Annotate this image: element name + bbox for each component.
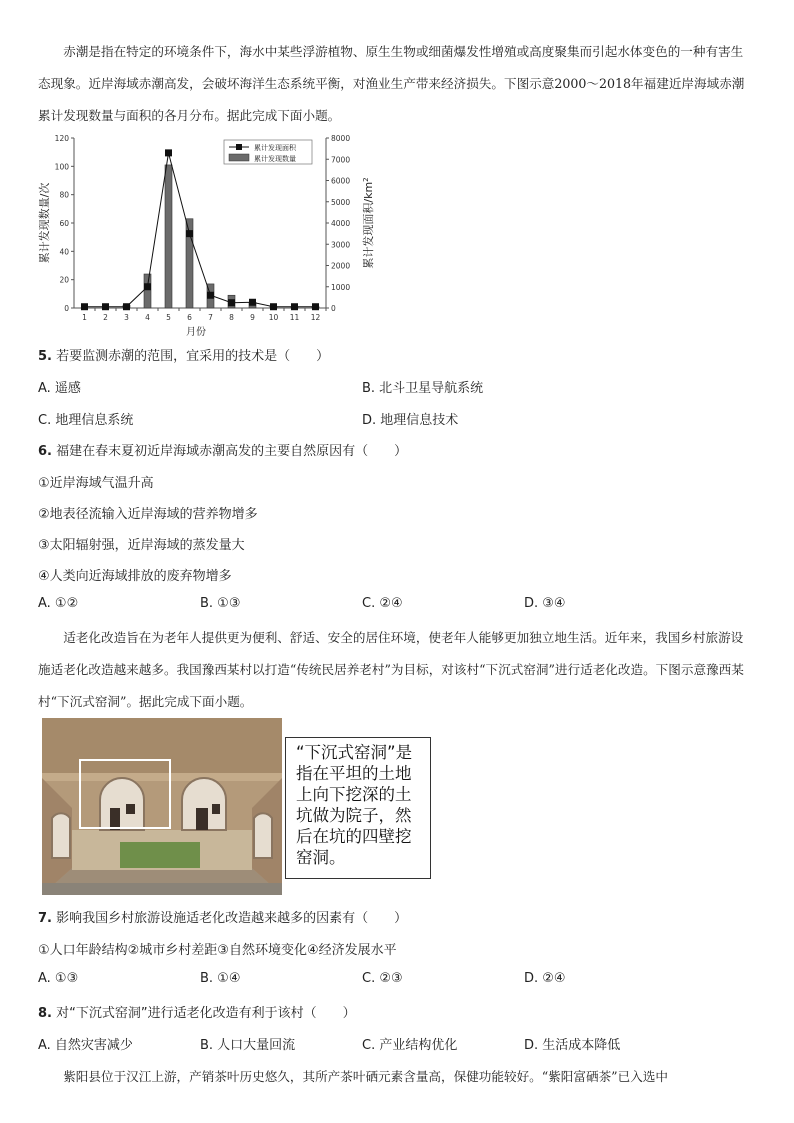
- point-area-4: [144, 283, 151, 290]
- point-area-3: [123, 303, 130, 310]
- q6-option-c[interactable]: C. ②④: [362, 596, 403, 611]
- legend-line-marker: [236, 144, 242, 150]
- question-5: 5. 若要监测赤潮的范围，宜采用的技术是（ ）: [38, 349, 330, 364]
- q7-option-b[interactable]: B. ①④: [200, 971, 241, 986]
- q5-option-d[interactable]: D. 地理信息技术: [362, 413, 459, 428]
- x-tick-label: 9: [250, 313, 255, 322]
- point-area-2: [102, 303, 109, 310]
- question-8: 8. 对“下沉式窑洞”进行适老化改造有利于该村（ ）: [38, 1006, 356, 1021]
- line-area: [85, 153, 316, 307]
- point-area-11: [291, 303, 298, 310]
- q8-option-b[interactable]: B. 人口大量回流: [200, 1038, 296, 1053]
- x-tick-label: 1: [82, 313, 87, 322]
- right-tick-label: 6000: [331, 176, 351, 186]
- yaodong-callout: “下沉式窑洞”是指在平坦的土地上向下挖深的土坑做为院子，然后在坑的四壁挖窑洞。: [285, 737, 431, 879]
- point-area-8: [228, 299, 235, 306]
- right-axis-label: 累计发现面积$/km^2$: [362, 177, 375, 269]
- intro-paragraph-redtide: 赤潮是指在特定的环境条件下，海水中某些浮游植物、原生生物或细菌爆发性增殖或高度聚集而引起水体变色的一种有害生态现象。近岸海域赤潮高发，会破坏海洋生态系统平衡，对渔业生产带来经济损失。下图示意2000～2018年福建近岸海域赤潮累计发现数量与面积的各月分布。据此完成下面小题。: [38, 44, 745, 123]
- left-tick-label: 100: [54, 162, 69, 172]
- x-tick-label: 7: [208, 313, 213, 322]
- point-area-10: [270, 303, 277, 310]
- left-tick-label: 120: [54, 134, 69, 143]
- x-tick-label: 8: [229, 313, 234, 322]
- x-tick-label: 5: [166, 313, 171, 322]
- bar-count-4: [144, 274, 151, 308]
- x-tick-label: 3: [124, 313, 129, 322]
- left-tick-label: 80: [59, 190, 69, 200]
- left-tick-label: 20: [59, 275, 69, 285]
- q7-items: ①人口年龄结构②城市乡村差距③自然环境变化④经济发展水平: [38, 943, 397, 958]
- right-tick-label: 3000: [331, 240, 351, 250]
- legend-label-count: 累计发现数量: [254, 155, 296, 163]
- point-area-1: [81, 303, 88, 310]
- question-7: 7. 影响我国乡村旅游设施适老化改造越来越多的因素有（ ）: [38, 911, 408, 926]
- redtide-chart: [30, 128, 380, 340]
- point-area-5: [165, 149, 172, 156]
- q6-option-d[interactable]: D. ③④: [524, 596, 566, 611]
- x-tick-label: 2: [103, 313, 108, 322]
- legend-bar-swatch: [229, 154, 249, 161]
- left-tick-label: 60: [59, 219, 69, 228]
- point-area-6: [186, 230, 193, 237]
- intro-paragraph-yaodong: 适老化改造旨在为老年人提供更为便利、舒适、安全的居住环境，使老年人能够更加独立地生活。近年来，我国乡村旅游设施适老化改造越来越多。我国豫西某村以打造“传统民居养老村”为目标，对该村“下沉式窑洞”进行适老化改造。下图示意豫西某村“下沉式窑洞”。据此完成下面小题。: [38, 630, 744, 709]
- q6-item-2: ②地表径流输入近岸海域的营养物增多: [38, 507, 258, 522]
- intro-paragraph-ziyang: 紫阳县位于汉江上游，产销茶叶历史悠久，其所产茶叶硒元素含量高，保健功能较好。“紫阳富硒茶”已入选中: [63, 1069, 668, 1084]
- right-tick-label: 4000: [331, 219, 351, 228]
- right-tick-label: 2000: [331, 261, 351, 271]
- x-axis-label: 月份: [186, 327, 206, 338]
- q7-option-a[interactable]: A. ①③: [38, 971, 79, 986]
- q7-option-d[interactable]: D. ②④: [524, 971, 566, 986]
- right-tick-label: 0: [331, 304, 336, 313]
- left-tick-label: 40: [59, 247, 69, 257]
- q6-item-4: ④人类向近海域排放的废弃物增多: [38, 569, 232, 584]
- q6-option-a[interactable]: A. ①②: [38, 596, 79, 611]
- x-tick-label: 4: [145, 313, 150, 322]
- point-area-7: [207, 292, 214, 299]
- legend-label-area: 累计发现面积: [254, 144, 296, 152]
- q6-item-1: ①近岸海域气温升高: [38, 476, 154, 491]
- x-tick-label: 6: [187, 313, 192, 322]
- q6-option-b[interactable]: B. ①③: [200, 596, 241, 611]
- q8-option-d[interactable]: D. 生活成本降低: [524, 1038, 621, 1053]
- x-tick-label: 12: [310, 313, 321, 322]
- point-area-12: [312, 303, 319, 310]
- q5-option-a[interactable]: A. 遥感: [38, 381, 81, 396]
- left-axis-label: 累计发现数量/次: [38, 182, 51, 264]
- left-tick-label: 0: [64, 304, 69, 313]
- right-tick-label: 1000: [331, 282, 351, 292]
- x-tick-label: 11: [289, 313, 300, 322]
- x-tick-label: 10: [268, 313, 279, 322]
- q8-option-a[interactable]: A. 自然灾害减少: [38, 1038, 133, 1053]
- question-6: 6. 福建在春末夏初近岸海域赤潮高发的主要自然原因有（ ）: [38, 444, 408, 459]
- q8-option-c[interactable]: C. 产业结构优化: [362, 1038, 458, 1053]
- bar-count-5: [165, 165, 172, 308]
- point-area-9: [249, 299, 256, 306]
- yaodong-photo: [42, 718, 282, 895]
- q7-option-c[interactable]: C. ②③: [362, 971, 403, 986]
- q5-option-b[interactable]: B. 北斗卫星导航系统: [362, 381, 484, 396]
- right-tick-label: 5000: [331, 197, 351, 207]
- q6-item-3: ③太阳辐射强，近岸海域的蒸发量大: [38, 538, 245, 553]
- right-tick-label: 7000: [331, 155, 351, 165]
- q5-option-c[interactable]: C. 地理信息系统: [38, 413, 134, 428]
- right-tick-label: 8000: [331, 134, 351, 143]
